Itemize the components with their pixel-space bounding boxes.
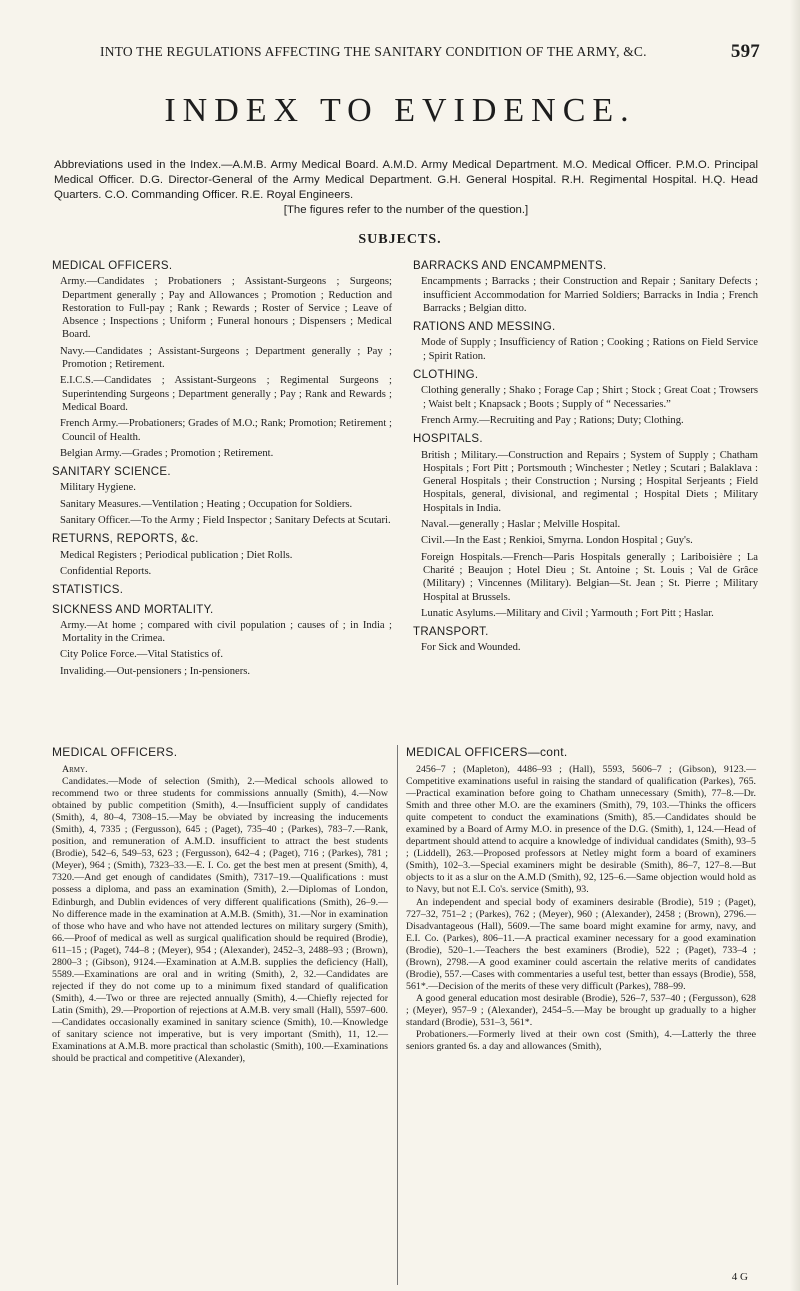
subject-entry: Civil.—In the East ; Renkioi, Smyrna. London Hospital ; Guy's. <box>421 535 693 547</box>
subjects-right-column <box>413 254 758 658</box>
page-title: INDEX TO EVIDENCE. <box>164 92 636 129</box>
subject-heading: SICKNESS AND MORTALITY. <box>52 603 214 616</box>
subject-entry: Foreign Hospitals.—French—Paris Hospitals generally ; Lariboisière ; La Charité ; Beaujon ; Hotel Dieu ; St. Antoine ; St. Louis ; Val de Grâce (Military) ; Vincennes (Military). Belgian—St. Jean ; St. Pierre ; Military Hospital at Brussels. <box>421 551 758 603</box>
body-right-paragraph: 2456–7 ; (Mapleton), 4486–93 ; (Hall), 5593, 5606–7 ; (Gibson), 9123.—Competitive examinations useful in raising the standard of qualification (Parkes), 765.—Practical examination before going to Chatham unnecessary (Smith), 77–8.—Dr. Smith and three other M.O. are the examiners (Smith), 79, 103.—Thinks the officers quite competent to conduct the examinations (Smith), 85.—Candidates should be examined by a Board of Army M.O. in presence of the D.G. (Smith), 1, 124.—Head of department should attend to acquire a knowledge of individual candidates (Smith), 93–5 ; (Liddell), 263.—Proposed professors at Netley might form a board of examiners (Smith), 102–3.—Special examiners might be desirable (Smith), 86–7, 127–8.—But objects to it as a slur on the A.M.D (Smith), 92, 125–6.—Same objection would hold as to Navy, but not E.I. Co's. service (Smith), 93. <box>406 764 756 896</box>
body-right-paragraph: Probationers.—Formerly lived at their own cost (Smith), 4.—Latterly the three seniors granted 6s. a day and allowances (Smith), <box>406 1029 756 1053</box>
subject-section <box>52 466 392 527</box>
subject-entry: Medical Registers ; Periodical publication ; Diet Rolls. <box>60 549 293 561</box>
subject-entry: Sanitary Officer.—To the Army ; Field Inspector ; Sanitary Defects at Scutari. <box>60 515 391 527</box>
subject-heading: RETURNS, REPORTS, &c. <box>52 533 199 546</box>
subject-heading: STATISTICS. <box>52 584 124 597</box>
body-right-column <box>406 764 756 1053</box>
subject-section <box>52 260 392 460</box>
signature-mark: 4 G <box>731 1271 748 1283</box>
subject-entry: Belgian Army.—Grades ; Promotion ; Retirement. <box>60 447 274 459</box>
subject-entry: Clothing generally ; Shako ; Forage Cap ; Shirt ; Stock ; Great Coat ; Trowsers ; Waist belt ; Knapsack ; Boots ; Supply of “ Necessaries.” <box>421 385 758 410</box>
subject-entry: Sanitary Measures.—Ventilation ; Heating ; Occupation for Soldiers. <box>60 498 353 510</box>
subject-heading: BARRACKS AND ENCAMPMENTS. <box>413 260 607 272</box>
abbreviations-note: [The figures refer to the number of the question.] <box>283 204 529 216</box>
body-right-paragraph: A good general education most desirable (Brodie), 526–7, 537–40 ; (Fergusson), 628 ; (Meyer), 957–9 ; (Alexander), 2454–5.—May be brought up gradually to a higher standard (Brodie), 531–3, 561*. <box>406 992 756 1028</box>
body-left-paragraph: Candidates.—Mode of selection (Smith), 2.—Medical schools allowed to recommend two or three students for commissions annually (Smith), 4.—Now obtained by public competition (Smith), 4.—Insufficient supply of candidates (Smith), 4, 80–4, 7308–15.—May be obviated by increasing the inducements (Smith), 4, 7335 ; (Fergusson), 645 ; (Paget), 735–40 ; (Parkes), 783–7.—Rank, position, and remuneration of A.M.D. insufficient to attract the best students (Brodie), 542–6, 549–53, 623 ; (Fergusson), 642–4 ; (Paget), 716 ; (Parkes), 781 ; (Meyer), 964 ; (Smith), 7323–33.—E. I. Co. get the best men at present (Smith), 4, 7320.—And get enough of candidates (Smith), 7317–19.—Qualifications : must possess a diploma, and pass an examination (Smith), 2.—Diplomas of London, Edinburgh, and Dublin evidences of very different qualifications (Smith), 26–9.—No difference made in the examination at A.M.B. (Smith), 31.—Nor in examination of those who have and who have not attended lectures on military surgery (Smith), 66.—Proof of medical as well as surgical qualification should be required (Brodie), 611–15 ; (Paget), 744–8 ; (Meyer), 954 ; (Alexander), 2452–3, 2488–93 ; (Brown), 2800–3 ; (Gibson), 9124.—Examination at A.M.B. supplies the deficiency (Hall), 5589.—Examinations are oral and in writing (Smith), 2, 32.—Candidates are rejected if they do not come up to a minimum fixed standard of qualification (Smith), 4.—Two or three are rejected annually (Smith), 4.—Chiefly rejected for Latin (Smith), 29.—Proportion of rejections at A.M.B. very small (Hall), 5597–600.—Candidates occasionally examined in sanitary science (Smith), 10.—Knowledge of sanitary science not imperative, but is very important (Smith), 11, 12.—Examinations at A.M.B. more practical than scholastic (Smith), 100.—Examinations should be practical and competitive (Alexander), <box>52 776 388 1065</box>
subject-section <box>52 604 392 678</box>
subject-section <box>413 433 758 620</box>
subject-entry: British ; Military.—Construction and Repairs ; System of Supply ; Chatham Hospitals ; Fort Pitt ; Portsmouth ; Winchester ; Netley ; Scutari ; Balaklava : General Hospitals ; their Construction ; Nursing ; Hospital Serjeants ; Field Hospitals, general, divisional, and regimental ; Hospital Diets ; Military Hospitals in India. <box>421 449 758 514</box>
subject-entry: French Army.—Probationers; Grades of M.O.; Rank; Promotion; Retirement ; Council of Health. <box>60 418 392 443</box>
subject-heading: MEDICAL OFFICERS. <box>52 260 173 272</box>
page-number: 597 <box>730 41 760 62</box>
running-title: INTO THE REGULATIONS AFFECTING THE SANITARY CONDITION OF THE ARMY, &C. <box>100 44 647 59</box>
page-edge <box>790 0 800 1291</box>
body-left-column <box>52 764 388 1065</box>
subject-entry: For Sick and Wounded. <box>421 642 521 654</box>
subject-section <box>413 626 758 655</box>
subject-entry: Mode of Supply ; Insufficiency of Ration ; Cooking ; Rations on Field Service ; Spirit Ration. <box>421 337 758 362</box>
subject-entry: Navy.—Candidates ; Assistant-Surgeons ; Department generally ; Pay ; Promotion ; Retirement. <box>60 345 392 371</box>
subject-section <box>413 260 758 315</box>
subject-entry: E.I.C.S.—Candidates ; Assistant-Surgeons ; Regimental Surgeons ; Superintending Surgeons ; Department generally ; Pay ; Rank and Rewards ; Medical Board. <box>60 375 392 413</box>
subject-entry: French Army.—Recruiting and Pay ; Rations; Duty; Clothing. <box>421 414 684 426</box>
subject-entry: Invaliding.—Out-pensioners ; In-pensioners. <box>60 665 251 677</box>
subjects-heading: SUBJECTS. <box>358 232 442 247</box>
subject-entry: City Police Force.—Vital Statistics of. <box>60 649 223 661</box>
body-right-heading: MEDICAL OFFICERS—cont. <box>406 745 568 759</box>
subject-section <box>413 321 758 363</box>
subjects-left-column <box>52 254 392 681</box>
column-divider <box>397 745 398 1285</box>
subject-heading: SANITARY SCIENCE. <box>52 466 171 479</box>
subject-section <box>52 533 392 578</box>
subject-entry: Encampments ; Barracks ; their Construction and Repair ; Sanitary Defects ; insufficient Accommodation for Married Soldiers; Barracks in India ; French Barracks ; Belgian ditto. <box>421 276 758 314</box>
body-right-paragraph: An independent and special body of examiners desirable (Brodie), 519 ; (Paget), 727–32, 751–2 ; (Parkes), 762 ; (Meyer), 960 ; (Alexander), 2458 ; (Brown), 2796.—Disadvantageous (Hall), 5609.—The same board might examine for army, navy, and E.I. Co. (Parkes), 806–11.—A practical examiner necessary for a good examination (Brodie), 520–1.—Teachers the best examiners (Brodie), 522 ; (Paget), 733–4 ; (Brown), 2798.—A good examiner could ascertain the relative merits of candidates (Brodie), 557.—Cases with commentaries a useful test, better than essays (Brodie), 558, 561*.—Decision of the merits of these very difficult (Parkes), 788–99. <box>406 896 756 992</box>
subject-heading: HOSPITALS. <box>413 433 483 446</box>
subject-entry: Lunatic Asylums.—Military and Civil ; Yarmouth ; Fort Pitt ; Haslar. <box>421 607 714 619</box>
subject-entry: Military Hygiene. <box>60 482 136 494</box>
body-left-heading: MEDICAL OFFICERS. <box>52 745 178 759</box>
subject-heading: TRANSPORT. <box>413 626 489 639</box>
body-left-label: Army. <box>62 764 88 775</box>
subject-heading: CLOTHING. <box>413 369 479 382</box>
subject-section <box>52 584 392 597</box>
subject-entry: Naval.—generally ; Haslar ; Melville Hospital. <box>421 519 621 531</box>
subject-entry: Army.—Candidates ; Probationers ; Assistant-Surgeons ; Surgeons; Department generally ; Pay and Allowances ; Promotion ; Reduction and Restoration to Full-pay ; Rank ; Rewards ; Roster of Service ; Leave of Absence ; Inspections ; Uniform ; Funeral honours ; Dispensers ; Medical Board. <box>60 276 392 341</box>
subject-heading: RATIONS AND MESSING. <box>413 321 556 334</box>
running-header <box>40 41 780 66</box>
subject-entry: Army.—At home ; compared with civil population ; causes of ; in India ; Mortality in the Crimea. <box>60 619 392 645</box>
abbreviations-block <box>54 158 758 218</box>
subject-section <box>413 369 758 427</box>
abbreviations-text: Abbreviations used in the Index.—A.M.B. Army Medical Board. A.M.D. Army Medical Department. M.O. Medical Officer. P.M.O. Principal Medical Officer. D.G. Director-General of the Army Medical Department. G.H. General Hospital. R.H. Regimental Hospital. H.Q. Head Quarters. C.O. Commanding Officer. R.E. Royal Engineers. <box>54 159 758 201</box>
subject-entry: Confidential Reports. <box>60 565 152 577</box>
